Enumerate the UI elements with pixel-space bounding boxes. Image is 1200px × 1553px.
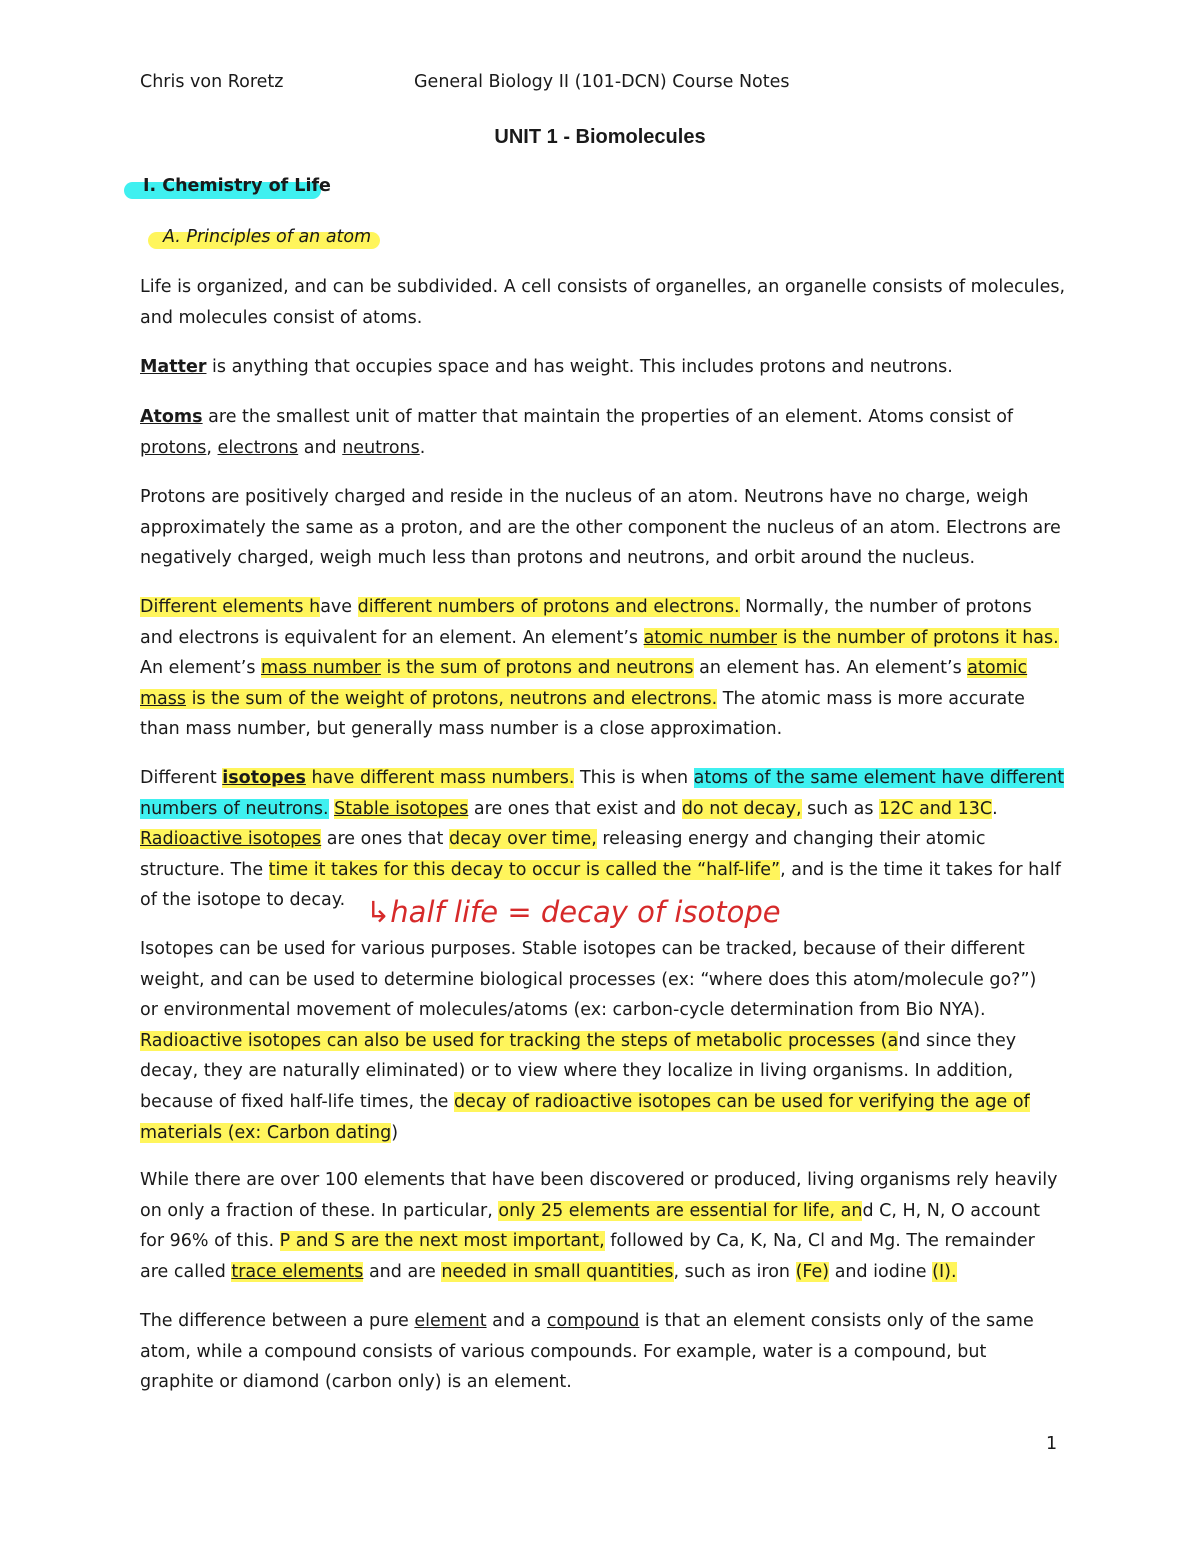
page-number: 1 <box>1046 1434 1058 1454</box>
text-run: numbers of neutrons. <box>140 798 329 819</box>
text-run: Radioactive isotopes <box>140 829 322 850</box>
text-line <box>140 1367 1080 1398</box>
handwritten-annotation <box>362 888 802 938</box>
text-run: time it takes for this decay to occur is called the “half-life” <box>268 859 781 880</box>
text-line <box>140 763 1080 794</box>
text-line <box>140 352 1080 383</box>
paragraph-isotope-uses <box>140 934 1080 1148</box>
text-run: 12C and 13C <box>879 798 993 819</box>
text-line <box>140 855 1080 886</box>
text-run: than mass number, but generally mass number is a close approximation. <box>140 719 783 740</box>
paragraph-essential-elements <box>140 1165 1080 1287</box>
text-run: is the number of protons it has. <box>777 627 1059 648</box>
text-run: d C, H, N, O account <box>862 1200 1041 1221</box>
text-run: of the isotope to decay. <box>140 890 346 911</box>
paragraph-matter <box>140 352 1080 383</box>
text-run: An element’s <box>140 658 262 679</box>
text-run: isotopes <box>222 768 306 788</box>
text-run: or environmental movement of molecules/atoms (ex: carbon-cycle determination from Bio NYA). <box>140 1000 986 1021</box>
text-line <box>140 303 1080 334</box>
text-run: , <box>206 437 218 458</box>
handwritten-note-text: ↳half life = decay of isotope <box>366 895 781 929</box>
text-run: and <box>298 437 343 458</box>
text-run: trace elements <box>231 1261 364 1282</box>
text-line <box>140 934 1080 965</box>
text-run: decay over time, <box>448 829 597 850</box>
text-line <box>140 272 1080 303</box>
text-run: structure. The <box>140 859 269 880</box>
text-line <box>140 1026 1080 1057</box>
text-run: The difference between a pure <box>140 1311 415 1331</box>
header-course: General Biology II (101-DCN) Course Notes <box>414 72 790 92</box>
text-line <box>140 623 1080 654</box>
text-run: do not decay, <box>681 798 802 819</box>
text-run: This is when <box>574 768 694 788</box>
text-line <box>140 684 1080 715</box>
text-run: P and S are the next most important, <box>279 1231 605 1252</box>
text-run: is the sum of the weight of protons, neutrons and electrons. <box>186 688 718 709</box>
text-line <box>140 1337 1080 1368</box>
text-line <box>140 1087 1080 1118</box>
text-line <box>140 513 1080 544</box>
paragraph-element-vs-compound <box>140 1306 1080 1398</box>
text-run: negatively charged, weigh much less than protons and neutrons, and orbit around the nucleus. <box>140 548 976 569</box>
text-run: element <box>414 1311 487 1331</box>
page-title: UNIT 1 - Biomolecules <box>494 126 706 148</box>
text-run: are ones that <box>321 829 449 850</box>
text-run: atomic <box>967 658 1028 679</box>
text-run: (I). <box>932 1261 957 1282</box>
text-run: While there are over 100 elements that have been discovered or produced, living organisms rely heavily <box>140 1170 1058 1190</box>
text-line <box>140 402 1080 433</box>
text-run: mass <box>140 688 187 709</box>
paragraph-organization <box>140 272 1080 333</box>
text-run: are the smallest unit of matter that maintain the properties of an element. Atoms consist of <box>202 407 1014 427</box>
section-heading: I. Chemistry of Life <box>143 176 331 196</box>
text-run: protons <box>140 437 207 458</box>
text-run: (Fe) <box>795 1261 830 1282</box>
text-line <box>140 995 1080 1026</box>
text-line <box>140 653 1080 684</box>
text-run: Stable isotopes <box>334 798 469 819</box>
text-run: electrons <box>217 437 299 458</box>
text-run: atoms of the same element have different <box>693 768 1065 788</box>
text-run: are ones that exist and <box>468 798 682 819</box>
text-run: followed by Ca, K, Na, Cl and Mg. The remainder <box>604 1231 1035 1252</box>
paragraph-elements <box>140 592 1080 745</box>
text-run: , and is the time it takes for half <box>780 859 1061 880</box>
text-run: and iodine <box>829 1261 933 1282</box>
text-run: and molecules consist of atoms. <box>140 307 423 328</box>
text-line <box>140 965 1080 996</box>
text-run: . <box>419 437 426 458</box>
text-run: The atomic mass is more accurate <box>717 688 1025 709</box>
text-run: Isotopes can be used for various purposes. Stable isotopes can be tracked, because of their different <box>140 939 1025 959</box>
subsection-heading: A. Principles of an atom <box>163 227 372 247</box>
text-run: , such as iron <box>673 1261 796 1282</box>
text-run: have different mass numbers. <box>305 768 575 788</box>
text-run: needed in small quantities <box>441 1261 674 1282</box>
text-line <box>140 1056 1080 1087</box>
text-line <box>140 543 1080 574</box>
text-line <box>140 1226 1080 1257</box>
text-line <box>140 1306 1080 1337</box>
text-run: on only a fraction of these. In particular, <box>140 1200 499 1221</box>
text-line <box>140 1165 1080 1196</box>
text-run: is anything that occupies space and has weight. This includes protons and neutrons. <box>206 357 953 377</box>
text-run: is the sum of protons and neutrons <box>380 658 694 679</box>
header-author: Chris von Roretz <box>140 72 284 92</box>
text-run: atomic number <box>643 627 778 648</box>
text-line <box>140 1118 1080 1149</box>
paragraph-particles <box>140 482 1080 574</box>
text-run: different numbers of protons and electrons. <box>357 597 740 617</box>
text-line <box>140 824 1080 855</box>
text-run: compound <box>546 1311 640 1331</box>
text-run: Different <box>140 768 223 788</box>
text-run: ) <box>391 1122 399 1143</box>
text-line <box>140 794 1080 825</box>
text-run: Normally, the number of protons <box>739 597 1032 617</box>
text-line <box>140 592 1080 623</box>
text-run: because of fixed half-life times, the <box>140 1091 454 1112</box>
text-run: Different elements h <box>140 597 321 617</box>
text-run: are called <box>140 1261 232 1282</box>
text-run: Atoms <box>140 407 203 427</box>
text-run: such as <box>801 798 880 819</box>
text-line <box>140 1257 1080 1288</box>
text-run: an element has. An element’s <box>693 658 968 679</box>
text-line <box>140 433 1080 464</box>
text-run: approximately the same as a proton, and are the other component the nucleus of an atom. Electrons are <box>140 517 1061 538</box>
text-run: is that an element consists only of the same <box>639 1311 1034 1331</box>
text-run: mass number <box>261 658 381 679</box>
text-run: graphite or diamond (carbon only) is an element. <box>140 1372 572 1393</box>
text-run: . <box>992 798 998 819</box>
text-line <box>140 714 1080 745</box>
text-run: Protons are positively charged and reside in the nucleus of an atom. Neutrons have no charge, weigh <box>140 487 1029 507</box>
text-run: for 96% of this. <box>140 1231 280 1252</box>
text-run: decay of radioactive isotopes can be used for verifying the age of <box>453 1091 1030 1112</box>
text-run: weight, and can be used to determine biological processes (ex: “where does this atom/molecule go?”) <box>140 969 1037 990</box>
text-run: ave <box>320 597 358 617</box>
text-run: decay, they are naturally eliminated) or to view where they localize in living organisms. In addition, <box>140 1061 1014 1082</box>
text-run: Matter <box>140 357 207 377</box>
text-line <box>140 482 1080 513</box>
text-run: nd since they <box>898 1030 1017 1051</box>
text-run: only 25 elements are essential for life, an <box>498 1200 863 1221</box>
text-run: atom, while a compound consists of various compounds. For example, water is a compound, but <box>140 1341 987 1362</box>
paragraph-atoms <box>140 402 1080 463</box>
text-run: Life is organized, and can be subdivided. A cell consists of organelles, an organelle consists of molecules, <box>140 277 1066 297</box>
text-line <box>140 1196 1080 1227</box>
text-run: and a <box>486 1311 547 1331</box>
text-run: and are <box>363 1261 442 1282</box>
text-run: releasing energy and changing their atomic <box>596 829 986 850</box>
text-run: and electrons is equivalent for an element. An element’s <box>140 627 644 648</box>
text-run: materials (ex: Carbon dating <box>140 1122 392 1143</box>
text-run: Radioactive isotopes can also be used for tracking the steps of metabolic processes (a <box>140 1030 899 1051</box>
text-run: neutrons <box>342 437 420 458</box>
